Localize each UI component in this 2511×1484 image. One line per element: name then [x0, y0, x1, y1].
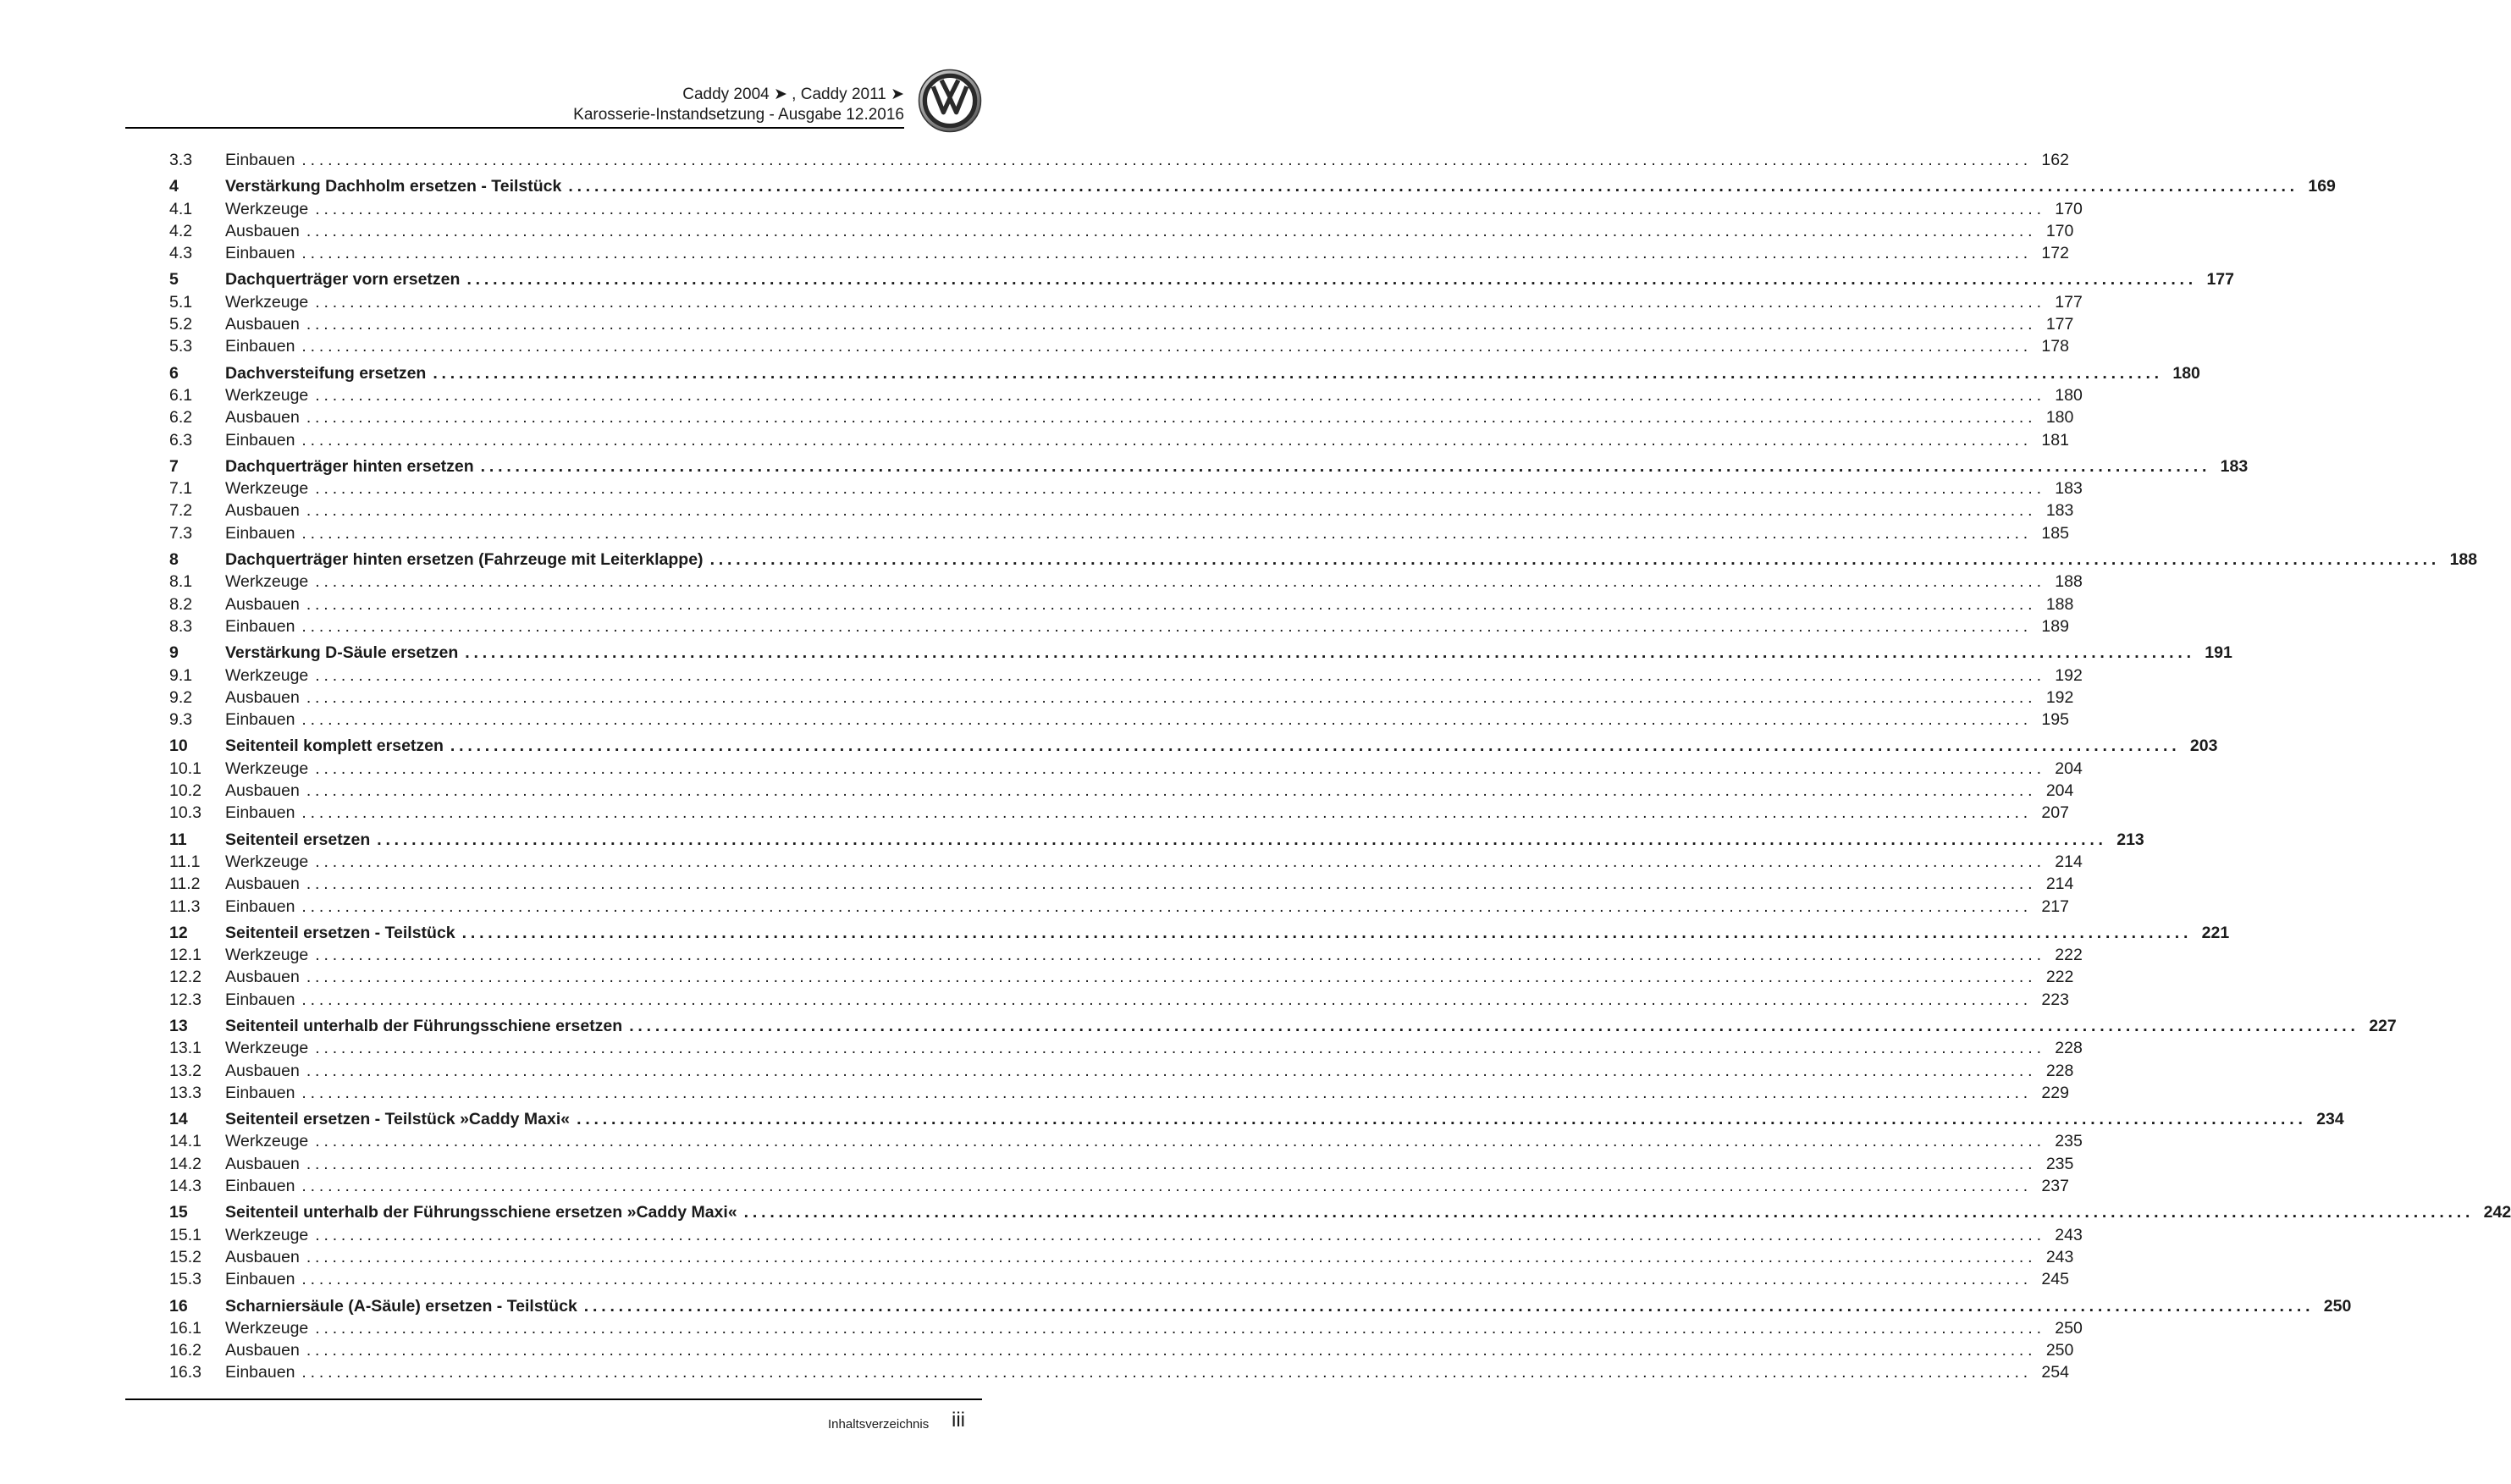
toc-entry-title: Werkzeuge [225, 385, 309, 405]
header-model-line: Caddy 2004 ➤ , Caddy 2011 ➤ [682, 86, 904, 103]
toc-entry[interactable] [169, 896, 2069, 918]
toc-entry-number: 3.3 [169, 151, 193, 169]
toc-entry-number: 7.3 [169, 523, 193, 543]
toc-entry-page: 177 [2206, 270, 2234, 290]
toc-entry-title: Werkzeuge [225, 759, 309, 778]
toc-entry-page: 180 [2045, 408, 2074, 428]
toc-entry[interactable] [169, 1037, 2083, 1059]
toc-entry-title: Einbauen [225, 1083, 295, 1102]
toc-entry-page: 242 [2483, 1203, 2511, 1222]
toc-entry-title: Dachquerträger hinten ersetzen [225, 456, 474, 476]
footer-divider [125, 1398, 982, 1400]
toc-entry[interactable] [169, 709, 2069, 731]
toc-dot-leader: ........................................................................................................................................................................................................ [315, 759, 2045, 778]
toc-entry-number: 5.1 [169, 292, 193, 312]
toc-entry[interactable] [169, 429, 2069, 451]
toc-entry-number: 11.1 [169, 852, 201, 871]
toc-dot-leader: ........................................................................................................................................................................................................ [301, 896, 2032, 916]
toc-dot-leader: ........................................................................................................................................................................................................ [301, 337, 2032, 356]
toc-entry-number: 5 [169, 270, 179, 290]
toc-chapter-entry[interactable] [169, 922, 2230, 944]
toc-dot-leader: ........................................................................................................................................................................................................ [301, 1177, 2032, 1196]
toc-dot-leader: ........................................................................................................................................................................................................ [306, 1341, 2037, 1360]
toc-entry[interactable] [169, 615, 2069, 637]
toc-entry-page: 222 [2055, 946, 2083, 965]
toc-entry-page: 254 [2041, 1363, 2069, 1382]
toc-dot-leader: ........................................................................................................................................................................................................ [306, 874, 2037, 894]
toc-entry[interactable] [169, 313, 2074, 335]
toc-chapter-entry[interactable] [169, 1108, 2344, 1130]
toc-entry[interactable] [169, 1317, 2083, 1339]
toc-chapter-entry[interactable] [169, 1015, 2397, 1037]
toc-entry[interactable] [169, 989, 2069, 1011]
toc-entry-title: Einbauen [225, 896, 295, 916]
toc-entry-page: 178 [2041, 337, 2069, 356]
toc-entry-title: Einbauen [225, 1270, 295, 1289]
toc-chapter-entry[interactable] [169, 1201, 2511, 1223]
toc-entry[interactable] [169, 522, 2069, 544]
toc-entry-title: Dachquerträger hinten ersetzen (Fahrzeuge mit Leiterklappe) [225, 550, 704, 570]
toc-chapter-entry[interactable] [169, 642, 2232, 664]
toc-entry[interactable] [169, 477, 2083, 499]
toc-entry-title: Dachversteifung ersetzen [225, 363, 427, 383]
toc-entry-title: Seitenteil komplett ersetzen [225, 736, 444, 756]
toc-entry-page: 204 [2045, 781, 2074, 801]
footer-section-label: Inhaltsverzeichnis [828, 1417, 930, 1432]
toc-entry-number: 8 [169, 550, 179, 570]
toc-entry[interactable] [169, 944, 2083, 966]
toc-entry-number: 15 [169, 1203, 188, 1222]
toc-entry-page: 177 [2045, 315, 2074, 334]
toc-entry-number: 16.2 [169, 1341, 201, 1360]
toc-entry-number: 8.3 [169, 616, 193, 636]
toc-dot-leader: ........................................................................................................................................................................................................ [301, 430, 2032, 450]
toc-dot-leader: ........................................................................................................................................................................................................ [315, 852, 2045, 871]
toc-entry-number: 6.1 [169, 385, 193, 405]
toc-entry-page: 243 [2045, 1247, 2074, 1266]
header-divider [125, 127, 904, 129]
toc-entry-title: Ausbauen [225, 221, 300, 240]
table-of-contents [169, 149, 2511, 1384]
toc-dot-leader: ........................................................................................................................................................................................................ [301, 1083, 2032, 1102]
toc-chapter-entry[interactable] [169, 829, 2144, 851]
toc-entry-number: 6.3 [169, 430, 193, 450]
toc-entry-number: 14 [169, 1110, 188, 1129]
toc-dot-leader: ........................................................................................................................................................................................................ [480, 456, 2211, 476]
toc-entry[interactable] [169, 1130, 2083, 1152]
toc-entry-page: 214 [2055, 852, 2083, 871]
toc-entry-number: 14.2 [169, 1154, 201, 1173]
toc-entry-title: Einbauen [225, 1363, 295, 1382]
toc-entry-number: 10.2 [169, 781, 201, 801]
footer-page-number: iii [952, 1409, 965, 1432]
toc-entry-number: 5.2 [169, 315, 193, 334]
toc-dot-leader: ........................................................................................................................................................................................................ [583, 1296, 2315, 1316]
toc-entry-number: 5.3 [169, 337, 193, 356]
toc-entry-title: Ausbauen [225, 1341, 300, 1360]
toc-entry-page: 170 [2055, 199, 2083, 218]
toc-dot-leader: ........................................................................................................................................................................................................ [315, 1132, 2045, 1151]
toc-entry[interactable] [169, 802, 2069, 824]
toc-entry-title: Einbauen [225, 244, 295, 263]
toc-entry-number: 8.1 [169, 572, 193, 592]
toc-entry[interactable] [169, 851, 2083, 873]
toc-entry-title: Werkzeuge [225, 1318, 309, 1338]
toc-entry-page: 234 [2316, 1110, 2344, 1129]
toc-entry-number: 11.2 [169, 874, 201, 894]
toc-entry-title: Einbauen [225, 710, 295, 730]
toc-entry-title: Einbauen [225, 616, 295, 636]
toc-dot-leader: ........................................................................................................................................................................................................ [306, 687, 2037, 707]
toc-entry-number: 4.3 [169, 244, 193, 263]
page-header [125, 81, 904, 129]
toc-entry[interactable] [169, 966, 2074, 988]
toc-entry-page: 223 [2041, 990, 2069, 1009]
toc-entry-page: 207 [2041, 803, 2069, 823]
toc-entry-page: 245 [2041, 1270, 2069, 1289]
toc-entry-page: 217 [2041, 896, 2069, 916]
toc-dot-leader: ........................................................................................................................................................................................................ [301, 1363, 2032, 1382]
toc-entry-title: Werkzeuge [225, 946, 309, 965]
toc-entry[interactable] [169, 291, 2083, 313]
toc-entry-page: 172 [2041, 244, 2069, 263]
toc-entry-title: Dachquerträger vorn ersetzen [225, 270, 461, 290]
toc-entry-title: Werkzeuge [225, 1132, 309, 1151]
toc-entry-number: 9.3 [169, 710, 193, 730]
toc-dot-leader: ........................................................................................................................................................................................................ [568, 177, 2299, 196]
toc-dot-leader: ........................................................................................................................................................................................................ [301, 616, 2032, 636]
toc-entry[interactable] [169, 499, 2074, 521]
toc-entry-number: 16.1 [169, 1318, 201, 1338]
toc-entry[interactable] [169, 1224, 2083, 1246]
toc-entry-page: 243 [2055, 1225, 2083, 1244]
toc-entry[interactable] [169, 1082, 2069, 1104]
toc-entry-page: 183 [2045, 501, 2074, 521]
toc-entry-page: 188 [2449, 550, 2478, 570]
toc-dot-leader: ........................................................................................................................................................................................................ [315, 1225, 2045, 1244]
toc-chapter-entry[interactable] [169, 735, 2218, 757]
toc-entry-title: Werkzeuge [225, 852, 309, 871]
toc-entry[interactable] [169, 873, 2074, 895]
toc-entry-page: 237 [2041, 1177, 2069, 1196]
toc-entry-page: 195 [2041, 710, 2069, 730]
toc-entry-title: Ausbauen [225, 968, 300, 987]
toc-entry[interactable] [169, 1246, 2074, 1268]
toc-entry-page: 188 [2055, 572, 2083, 592]
toc-entry[interactable] [169, 1268, 2069, 1290]
toc-entry-page: 192 [2055, 665, 2083, 685]
toc-dot-leader: ........................................................................................................................................................................................................ [306, 501, 2037, 521]
toc-entry-number: 10.3 [169, 803, 201, 823]
toc-dot-leader: ........................................................................................................................................................................................................ [433, 363, 2163, 383]
toc-entry-number: 10.1 [169, 759, 201, 778]
toc-entry-number: 16 [169, 1296, 188, 1316]
toc-entry-title: Seitenteil unterhalb der Führungsschiene ersetzen [225, 1016, 623, 1035]
toc-entry-page: 192 [2045, 687, 2074, 707]
toc-dot-leader: ........................................................................................................................................................................................................ [306, 781, 2037, 801]
toc-dot-leader: ........................................................................................................................................................................................................ [461, 923, 2193, 942]
toc-entry-number: 10 [169, 736, 188, 756]
toc-dot-leader: ........................................................................................................................................................................................................ [315, 946, 2045, 965]
toc-entry-title: Ausbauen [225, 501, 300, 521]
toc-dot-leader: ........................................................................................................................................................................................................ [315, 292, 2045, 312]
toc-entry-number: 11.3 [169, 896, 201, 916]
toc-entry-page: 228 [2045, 1061, 2074, 1080]
header-manual-title: Karosserie-Instandsetzung - Ausgabe 12.2016 [573, 106, 904, 124]
toc-dot-leader: ........................................................................................................................................................................................................ [315, 479, 2045, 499]
toc-entry-title: Ausbauen [225, 1061, 300, 1080]
toc-entry-title: Ausbauen [225, 781, 300, 801]
toc-entry-number: 8.2 [169, 594, 193, 614]
toc-entry-title: Seitenteil unterhalb der Führungsschiene ersetzen »Caddy Maxi« [225, 1203, 737, 1222]
toc-entry-page: 189 [2041, 616, 2069, 636]
toc-dot-leader: ........................................................................................................................................................................................................ [306, 594, 2037, 614]
toc-entry-title: Seitenteil ersetzen - Teilstück [225, 923, 455, 942]
toc-entry-page: 228 [2055, 1039, 2083, 1058]
toc-entry-title: Ausbauen [225, 408, 300, 428]
toc-entry[interactable] [169, 687, 2074, 709]
toc-entry-title: Werkzeuge [225, 1225, 309, 1244]
toc-entry-page: 227 [2369, 1016, 2397, 1035]
toc-dot-leader: ........................................................................................................................................................................................................ [306, 968, 2037, 987]
toc-entry-number: 6 [169, 363, 179, 383]
toc-entry-number: 4.1 [169, 199, 193, 218]
toc-dot-leader: ........................................................................................................................................................................................................ [577, 1110, 2307, 1129]
toc-dot-leader: ........................................................................................................................................................................................................ [306, 221, 2037, 240]
toc-entry-number: 12 [169, 923, 188, 942]
toc-entry-title: Werkzeuge [225, 572, 309, 592]
toc-entry-title: Einbauen [225, 1177, 295, 1196]
toc-dot-leader: ........................................................................................................................................................................................................ [301, 523, 2032, 543]
toc-entry-title: Werkzeuge [225, 665, 309, 685]
toc-entry-page: 214 [2045, 874, 2074, 894]
toc-entry[interactable] [169, 220, 2074, 242]
toc-dot-leader: ........................................................................................................................................................................................................ [301, 710, 2032, 730]
toc-entry[interactable] [169, 406, 2074, 428]
toc-entry-page: 229 [2041, 1083, 2069, 1102]
toc-entry[interactable] [169, 1361, 2069, 1383]
toc-entry-number: 13.2 [169, 1061, 201, 1080]
toc-entry[interactable] [169, 384, 2083, 406]
toc-entry[interactable] [169, 1339, 2074, 1361]
toc-entry-title: Seitenteil ersetzen - Teilstück »Caddy Maxi« [225, 1110, 571, 1129]
toc-dot-leader: ........................................................................................................................................................................................................ [315, 572, 2045, 592]
toc-dot-leader: ........................................................................................................................................................................................................ [301, 1270, 2032, 1289]
toc-entry-number: 12.2 [169, 968, 201, 987]
toc-dot-leader: ........................................................................................................................................................................................................ [301, 803, 2032, 823]
toc-dot-leader: ........................................................................................................................................................................................................ [466, 270, 2197, 290]
toc-entry[interactable] [169, 335, 2069, 357]
toc-entry-number: 7.1 [169, 479, 193, 499]
toc-entry-title: Scharniersäule (A-Säule) ersetzen - Teilstück [225, 1296, 577, 1316]
toc-entry-title: Seitenteil ersetzen [225, 830, 371, 849]
toc-entry-page: 221 [2201, 923, 2230, 942]
toc-entry-number: 9.2 [169, 687, 193, 707]
toc-dot-leader: ........................................................................................................................................................................................................ [709, 550, 2441, 570]
toc-entry[interactable] [169, 780, 2074, 802]
toc-entry-title: Ausbauen [225, 1154, 300, 1173]
toc-dot-leader: ........................................................................................................................................................................................................ [306, 1247, 2037, 1266]
toc-entry[interactable] [169, 571, 2083, 593]
toc-entry-page: 180 [2055, 385, 2083, 405]
toc-entry-title: Ausbauen [225, 1247, 300, 1266]
toc-dot-leader: ........................................................................................................................................................................................................ [377, 830, 2107, 849]
toc-entry-number: 7 [169, 456, 179, 476]
toc-dot-leader: ........................................................................................................................................................................................................ [301, 244, 2032, 263]
toc-entry-number: 13.3 [169, 1083, 201, 1102]
toc-chapter-entry[interactable] [169, 175, 2336, 197]
toc-entry-title: Ausbauen [225, 315, 300, 334]
toc-entry-page: 213 [2116, 830, 2144, 849]
toc-dot-leader: ........................................................................................................................................................................................................ [315, 385, 2045, 405]
vw-logo-icon [918, 69, 982, 133]
toc-chapter-entry[interactable] [169, 455, 2249, 477]
toc-entry-title: Einbauen [225, 523, 295, 543]
toc-entry-title: Verstärkung D-Säule ersetzen [225, 643, 459, 663]
toc-entry-page: 235 [2055, 1132, 2083, 1151]
toc-entry-title: Werkzeuge [225, 292, 309, 312]
toc-entry-number: 7.2 [169, 501, 193, 521]
toc-entry-number: 11 [169, 830, 187, 849]
toc-dot-leader: ........................................................................................................................................................................................................ [306, 1061, 2037, 1080]
toc-dot-leader: ........................................................................................................................................................................................................ [629, 1016, 2359, 1035]
toc-entry-title: Werkzeuge [225, 479, 309, 499]
toc-entry-number: 4.2 [169, 221, 193, 240]
toc-entry[interactable] [169, 1153, 2074, 1175]
toc-entry[interactable] [169, 665, 2083, 687]
toc-entry-title: Einbauen [225, 990, 295, 1009]
toc-entry-page: 177 [2055, 292, 2083, 312]
toc-entry-number: 12.3 [169, 990, 201, 1009]
toc-dot-leader: ........................................................................................................................................................................................................ [306, 1154, 2037, 1173]
toc-entry[interactable] [169, 242, 2069, 264]
toc-entry-number: 9.1 [169, 665, 193, 685]
toc-dot-leader: ........................................................................................................................................................................................................ [301, 990, 2032, 1009]
toc-dot-leader: ........................................................................................................................................................................................................ [306, 408, 2037, 428]
toc-entry-title: Einbauen [225, 151, 295, 169]
toc-entry-number: 9 [169, 643, 179, 663]
toc-entry[interactable] [169, 1060, 2074, 1082]
toc-entry-title: Werkzeuge [225, 199, 309, 218]
toc-entry-page: 250 [2055, 1318, 2083, 1338]
toc-dot-leader: ........................................................................................................................................................................................................ [465, 643, 2195, 663]
toc-entry[interactable] [169, 149, 2069, 171]
toc-entry-number: 13 [169, 1016, 188, 1035]
toc-dot-leader: ........................................................................................................................................................................................................ [315, 665, 2045, 685]
toc-entry-title: Einbauen [225, 803, 295, 823]
toc-entry-page: 183 [2220, 456, 2249, 476]
toc-entry-page: 185 [2041, 523, 2069, 543]
toc-entry-page: 162 [2041, 151, 2069, 169]
toc-entry-page: 235 [2045, 1154, 2074, 1173]
toc-chapter-entry[interactable] [169, 1295, 2352, 1317]
toc-entry-number: 15.1 [169, 1225, 201, 1244]
toc-entry-page: 191 [2205, 643, 2232, 663]
toc-entry-page: 169 [2308, 177, 2336, 196]
toc-entry[interactable] [169, 758, 2083, 780]
toc-entry-title: Verstärkung Dachholm ersetzen - Teilstück [225, 177, 562, 196]
toc-entry-number: 4 [169, 177, 179, 196]
toc-entry-page: 250 [2045, 1341, 2074, 1360]
toc-dot-leader: ........................................................................................................................................................................................................ [315, 1318, 2045, 1338]
toc-entry-page: 250 [2323, 1296, 2352, 1316]
toc-entry-title: Einbauen [225, 337, 295, 356]
toc-entry-page: 204 [2055, 759, 2083, 778]
toc-entry-page: 222 [2045, 968, 2074, 987]
toc-entry-title: Ausbauen [225, 594, 300, 614]
toc-entry-page: 181 [2041, 430, 2069, 450]
toc-dot-leader: ........................................................................................................................................................................................................ [450, 736, 2181, 756]
toc-dot-leader: ........................................................................................................................................................................................................ [315, 199, 2045, 218]
toc-dot-leader: ........................................................................................................................................................................................................ [301, 151, 2032, 169]
toc-entry-title: Werkzeuge [225, 1039, 309, 1058]
toc-dot-leader: ........................................................................................................................................................................................................ [306, 315, 2037, 334]
toc-entry-title: Ausbauen [225, 687, 300, 707]
toc-entry-number: 6.2 [169, 408, 193, 428]
toc-entry-page: 188 [2045, 594, 2074, 614]
toc-entry-page: 180 [2172, 363, 2200, 383]
toc-entry-number: 14.1 [169, 1132, 201, 1151]
toc-entry-page: 203 [2189, 736, 2218, 756]
toc-entry-number: 16.3 [169, 1363, 201, 1382]
toc-dot-leader: ........................................................................................................................................................................................................ [315, 1039, 2045, 1058]
toc-chapter-entry[interactable] [169, 362, 2200, 384]
toc-entry-title: Einbauen [225, 430, 295, 450]
toc-entry-number: 13.1 [169, 1039, 201, 1058]
toc-dot-leader: ........................................................................................................................................................................................................ [743, 1203, 2475, 1222]
toc-entry-page: 170 [2045, 221, 2074, 240]
toc-chapter-entry[interactable] [169, 268, 2234, 290]
toc-entry[interactable] [169, 198, 2083, 220]
toc-entry-number: 12.1 [169, 946, 201, 965]
toc-chapter-entry[interactable] [169, 549, 2478, 571]
toc-entry-number: 15.2 [169, 1247, 201, 1266]
toc-entry-title: Ausbauen [225, 874, 300, 894]
toc-entry[interactable] [169, 1175, 2069, 1197]
toc-entry[interactable] [169, 593, 2074, 615]
toc-entry-number: 15.3 [169, 1270, 201, 1289]
toc-entry-page: 183 [2055, 479, 2083, 499]
toc-entry-number: 14.3 [169, 1177, 201, 1196]
